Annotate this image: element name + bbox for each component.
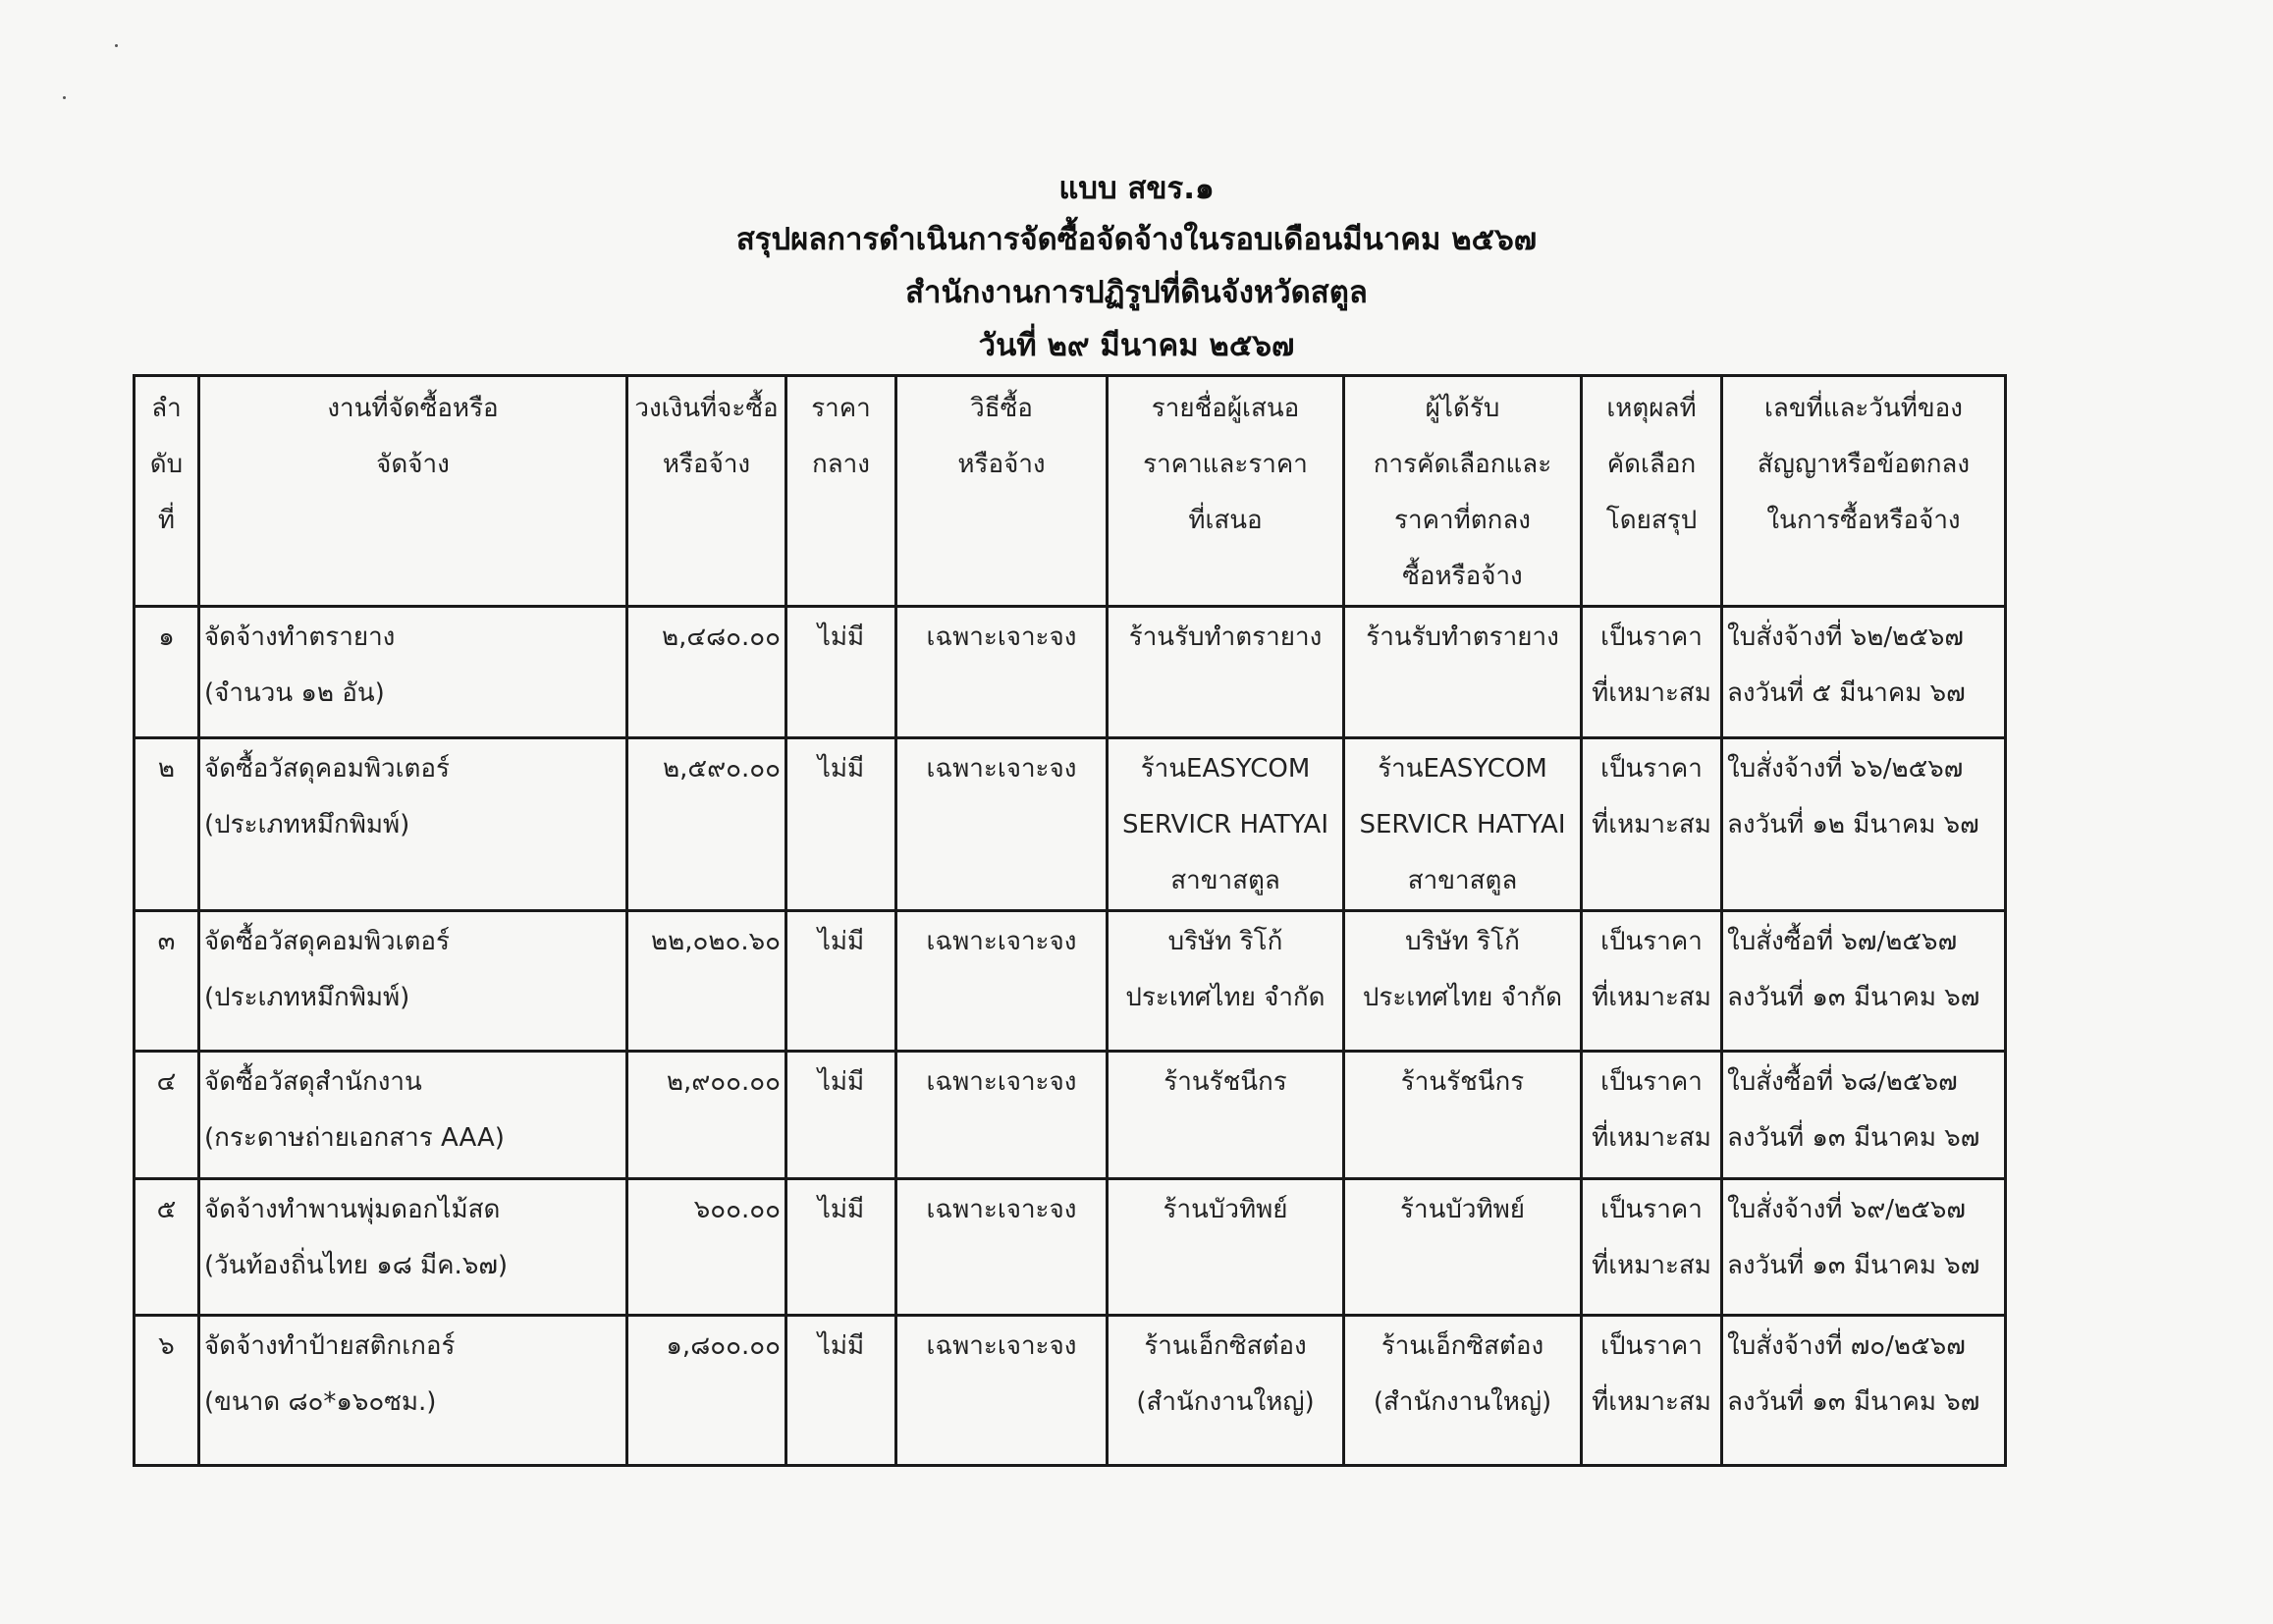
cell-line: ร้านบัวทิพย์ [1400, 1195, 1525, 1224]
cell-line: ใบสั่งซื้อที่ ๖๗/๒๕๖๗ [1727, 927, 1958, 956]
header-contract [1722, 376, 2006, 607]
cell-line: (ประเภทหมึกพิมพ์) [204, 810, 410, 839]
scan-speck [115, 44, 118, 47]
header-line: หรือจ้าง [662, 450, 751, 479]
cell-line: เป็นราคา [1600, 754, 1703, 784]
cell-line: (วันท้องถิ่นไทย ๑๘ มีค.๖๗) [204, 1251, 509, 1280]
header-line: งานที่จัดซื้อหรือ [327, 394, 499, 423]
cell-line: ใบสั่งจ้างที่ ๗๐/๒๕๖๗ [1727, 1331, 1966, 1361]
cell-line: จัดจ้างทำตรายาง [204, 623, 396, 652]
cell-item [199, 607, 627, 738]
cell-no: ๓ [135, 911, 199, 1052]
cell-item [199, 738, 627, 911]
cell-line: ที่เหมาะสม [1592, 678, 1711, 708]
cell-line: เป็นราคา [1600, 1331, 1703, 1361]
cell-budget: ๒,๔๘๐.๐๐ [627, 607, 786, 738]
cell-line: ร้านบัวทิพย์ [1163, 1195, 1288, 1224]
cell-line: ประเทศไทย จำกัด [1362, 983, 1563, 1012]
cell-line: (สำนักงานใหญ่) [1373, 1387, 1552, 1417]
cell-line: ร้านรับทำตรายาง [1128, 623, 1323, 652]
header-line: ที่ [157, 506, 176, 535]
cell-line: สาขาสตูล [1407, 866, 1518, 895]
header-line: โดยสรุป [1605, 506, 1698, 535]
header-line: รายชื่อผู้เสนอ [1151, 394, 1300, 423]
cell-line: (ขนาด ๘๐*๑๖๐ซม.) [204, 1387, 437, 1417]
cell-line: ลงวันที่ ๑๓ มีนาคม ๖๗ [1727, 983, 1980, 1012]
cell-contract [1722, 738, 2006, 911]
cell-line: จัดจ้างทำพานพุ่มดอกไม้สด [204, 1195, 501, 1224]
cell-method: เฉพาะเจาะจง [896, 1316, 1108, 1466]
header-line: ราคาและราคา [1143, 450, 1308, 479]
cell-line: เป็นราคา [1600, 623, 1703, 652]
cell-contract [1722, 607, 2006, 738]
table-row [135, 607, 2006, 738]
cell-budget: ๒,๙๐๐.๐๐ [627, 1052, 786, 1179]
cell-method: เฉพาะเจาะจง [896, 1052, 1108, 1179]
header-item [199, 376, 627, 607]
table-row [135, 1316, 2006, 1466]
cell-bidders [1108, 1052, 1344, 1179]
cell-median: ไม่มี [786, 1052, 896, 1179]
cell-line: เป็นราคา [1600, 1067, 1703, 1097]
cell-line: ที่เหมาะสม [1592, 983, 1711, 1012]
cell-reason [1582, 1179, 1722, 1316]
cell-line: ใบสั่งจ้างที่ ๖๒/๒๕๖๗ [1727, 623, 1964, 652]
cell-line: ร้านEASYCOM [1140, 754, 1311, 784]
cell-line: ลงวันที่ ๑๓ มีนาคม ๖๗ [1727, 1123, 1980, 1153]
header-winner [1344, 376, 1582, 607]
cell-line: ประเทศไทย จำกัด [1125, 983, 1326, 1012]
header-line: ลำ [151, 394, 182, 423]
cell-line: บริษัท ริโก้ [1167, 927, 1283, 956]
cell-line: ลงวันที่ ๕ มีนาคม ๖๗ [1727, 678, 1966, 708]
cell-line: SERVICR HATYAI [1359, 810, 1566, 839]
cell-winner [1344, 1316, 1582, 1466]
cell-line: ใบสั่งจ้างที่ ๖๖/๒๕๖๗ [1727, 754, 1964, 784]
cell-method: เฉพาะเจาะจง [896, 1179, 1108, 1316]
header-line: ดับ [149, 450, 184, 479]
cell-reason [1582, 607, 1722, 738]
cell-line: (จำนวน ๑๒ อัน) [204, 678, 385, 708]
cell-no: ๑ [135, 607, 199, 738]
procurement-table [133, 374, 2007, 1467]
header-line: วงเงินที่จะซื้อ [634, 394, 779, 423]
cell-no: ๒ [135, 738, 199, 911]
header-line: หรือจ้าง [957, 450, 1046, 479]
cell-line: ร้านเอ็กซิสต๋อง [1144, 1331, 1307, 1361]
cell-line: ใบสั่งซื้อที่ ๖๘/๒๕๖๗ [1727, 1067, 1958, 1097]
header-line: ราคา [811, 394, 871, 423]
cell-bidders [1108, 738, 1344, 911]
cell-budget: ๑,๘๐๐.๐๐ [627, 1316, 786, 1466]
summary-title: สรุปผลการดำเนินการจัดซื้อจัดจ้างในรอบเดือนมีนาคม ๒๕๖๗ [735, 222, 1538, 257]
cell-budget: ๖๐๐.๐๐ [627, 1179, 786, 1316]
table-row [135, 738, 2006, 911]
cell-winner [1344, 738, 1582, 911]
cell-reason [1582, 738, 1722, 911]
cell-line: จัดซื้อวัสดุคอมพิวเตอร์ [204, 927, 450, 956]
header-line: ราคาที่ตกลง [1394, 506, 1531, 535]
cell-method: เฉพาะเจาะจง [896, 607, 1108, 738]
table-header-row [135, 376, 2006, 607]
cell-line: (ประเภทหมึกพิมพ์) [204, 983, 410, 1012]
cell-method: เฉพาะเจาะจง [896, 738, 1108, 911]
cell-line: ร้านเอ็กซิสต๋อง [1380, 1331, 1544, 1361]
cell-bidders [1108, 911, 1344, 1052]
header-line: ผู้ได้รับ [1425, 394, 1500, 423]
cell-line: จัดซื้อวัสดุสำนักงาน [204, 1067, 422, 1097]
scan-speck [63, 96, 66, 99]
cell-line: ร้านรัชนีกร [1164, 1067, 1287, 1097]
table-row [135, 911, 2006, 1052]
cell-method: เฉพาะเจาะจง [896, 911, 1108, 1052]
document-date: วันที่ ๒๙ มีนาคม ๒๕๖๗ [978, 328, 1295, 363]
cell-contract [1722, 911, 2006, 1052]
cell-line: จัดซื้อวัสดุคอมพิวเตอร์ [204, 754, 450, 784]
cell-no: ๖ [135, 1316, 199, 1466]
cell-line: เป็นราคา [1600, 927, 1703, 956]
cell-median: ไม่มี [786, 607, 896, 738]
cell-contract [1722, 1052, 2006, 1179]
cell-winner [1344, 911, 1582, 1052]
header-line: ซื้อหรือจ้าง [1402, 562, 1523, 591]
header-line: จัดจ้าง [376, 450, 450, 479]
header-line: วิธีซื้อ [970, 394, 1033, 423]
cell-bidders [1108, 1179, 1344, 1316]
cell-median: ไม่มี [786, 911, 896, 1052]
header-no [135, 376, 199, 607]
cell-budget: ๒๒,๐๒๐.๖๐ [627, 911, 786, 1052]
header-line: กลาง [812, 450, 870, 479]
cell-line: (กระดาษถ่ายเอกสาร AAA) [204, 1123, 505, 1153]
cell-line: สาขาสตูล [1170, 866, 1280, 895]
office-name: สำนักงานการปฏิรูปที่ดินจังหวัดสตูล [905, 275, 1368, 310]
cell-line: ร้านรัชนีกร [1400, 1067, 1525, 1097]
cell-line: จัดจ้างทำป้ายสติกเกอร์ [204, 1331, 456, 1361]
table-body [135, 607, 2006, 1466]
cell-item [199, 1052, 627, 1179]
cell-line: ร้านรับทำตรายาง [1366, 623, 1559, 652]
cell-line: บริษัท ริโก้ [1405, 927, 1520, 956]
header-reason [1582, 376, 1722, 607]
cell-line: ที่เหมาะสม [1592, 810, 1711, 839]
header-line: เลขที่และวันที่ของ [1764, 394, 1963, 423]
cell-budget: ๒,๕๙๐.๐๐ [627, 738, 786, 911]
cell-contract [1722, 1316, 2006, 1466]
cell-item [199, 911, 627, 1052]
cell-winner [1344, 1052, 1582, 1179]
cell-line: ใบสั่งจ้างที่ ๖๙/๒๕๖๗ [1727, 1195, 1966, 1224]
header-line: การคัดเลือกและ [1373, 450, 1552, 479]
cell-contract [1722, 1179, 2006, 1316]
cell-item [199, 1316, 627, 1466]
cell-line: SERVICR HATYAI [1121, 810, 1329, 839]
cell-line: ลงวันที่ ๑๓ มีนาคม ๖๗ [1727, 1387, 1980, 1417]
table-row [135, 1179, 2006, 1316]
cell-median: ไม่มี [786, 738, 896, 911]
cell-reason [1582, 1316, 1722, 1466]
cell-reason [1582, 1052, 1722, 1179]
header-method [896, 376, 1108, 607]
cell-bidders [1108, 607, 1344, 738]
cell-line: (สำนักงานใหญ่) [1136, 1387, 1315, 1417]
header-budget [627, 376, 786, 607]
cell-bidders [1108, 1316, 1344, 1466]
cell-item [199, 1179, 627, 1316]
header-line: สัญญาหรือข้อตกลง [1757, 450, 1971, 479]
header-line: เหตุผลที่ [1606, 394, 1697, 423]
header-line: ในการซื้อหรือจ้าง [1766, 506, 1961, 535]
cell-reason [1582, 911, 1722, 1052]
cell-winner [1344, 1179, 1582, 1316]
cell-median: ไม่มี [786, 1316, 896, 1466]
form-code: แบบ สขร.๑ [1058, 171, 1215, 206]
cell-line: ลงวันที่ ๑๓ มีนาคม ๖๗ [1727, 1251, 1980, 1280]
cell-line: ที่เหมาะสม [1592, 1387, 1711, 1417]
header-line: คัดเลือก [1606, 450, 1697, 479]
cell-no: ๔ [135, 1052, 199, 1179]
cell-line: ที่เหมาะสม [1592, 1123, 1711, 1153]
header-median [786, 376, 896, 607]
cell-line: ลงวันที่ ๑๒ มีนาคม ๖๗ [1727, 810, 1979, 839]
cell-line: เป็นราคา [1600, 1195, 1703, 1224]
table-row [135, 1052, 2006, 1179]
cell-line: ที่เหมาะสม [1592, 1251, 1711, 1280]
cell-no: ๕ [135, 1179, 199, 1316]
header-line: ที่เสนอ [1188, 506, 1263, 535]
cell-winner [1344, 607, 1582, 738]
cell-line: ร้านEASYCOM [1378, 754, 1547, 784]
cell-median: ไม่มี [786, 1179, 896, 1316]
header-bidders [1108, 376, 1344, 607]
